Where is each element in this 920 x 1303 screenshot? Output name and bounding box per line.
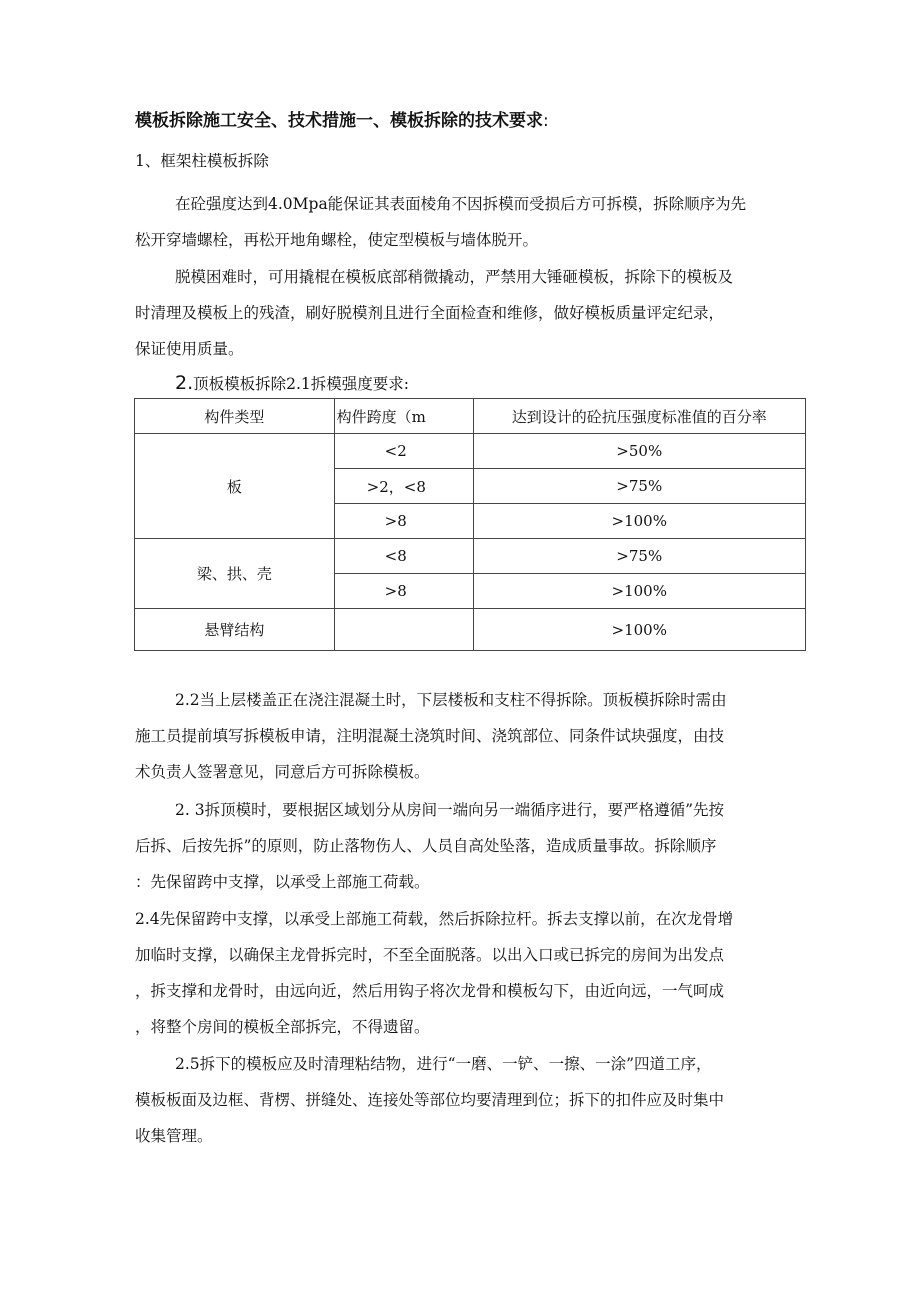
table-cell-percent: >75% xyxy=(473,469,805,504)
table-cell-type: 梁、拱、壳 xyxy=(135,539,335,609)
text-line: ，拆支撑和龙骨时，由远向近，然后用钩子将次龙骨和模板勾下，由近向远，一气呵成 xyxy=(135,982,725,1000)
text-line: 保证使用质量。 xyxy=(135,340,244,358)
paragraph-2-2 xyxy=(135,682,785,790)
document-title xyxy=(135,106,549,131)
paragraph-2-4 xyxy=(135,901,785,1045)
paragraph-2-5 xyxy=(135,1046,785,1154)
table-cell-type: 悬臂结构 xyxy=(135,609,335,651)
document-title-text: 模板拆除施工安全、技术措施一、模板拆除的技术要求 xyxy=(135,111,543,131)
text-line: 施工员提前填写拆模板申请，注明混凝土浇筑时间、浇筑部位、同条件试块强度，由技 xyxy=(135,727,725,745)
table-row xyxy=(135,434,806,469)
paragraph-2-3 xyxy=(135,792,785,900)
text-line: 在砼强度达到4.0Mpa能保证其表面棱角不因拆模而受损后方可拆模，拆除顺序为先 xyxy=(175,195,747,213)
section1-title: 1、框架柱模板拆除 xyxy=(135,152,269,170)
table-row xyxy=(135,609,806,651)
text-line: 时清理及模板上的残渣，刷好脱模剂且进行全面检查和维修，做好模板质量评定纪录， xyxy=(135,304,725,322)
table-cell-span: <2 xyxy=(334,434,473,469)
text-line: 2.2当上层楼盖正在浇注混凝土时，下层楼板和支柱不得拆除。顶板模拆除时需由 xyxy=(175,691,727,709)
document-title-colon: : xyxy=(543,111,549,131)
table-cell-span: >2，<8 xyxy=(334,469,473,504)
text-line: 2.5拆下的模板应及时清理粘结物，进行“一磨、一铲、一擦、一涂”四道工序， xyxy=(175,1055,712,1073)
table-cell-type: 板 xyxy=(135,434,335,539)
text-line: ：先保留跨中支撑，以承受上部施工荷载。 xyxy=(135,873,430,891)
table-cell-span xyxy=(334,609,473,651)
text-line: 2. 3拆顶模时，要根据区域划分从房间一端向另一端循序进行，要严格遵循”先按 xyxy=(175,801,725,819)
table-header: 构件跨度（m xyxy=(334,399,473,434)
section1-paragraph-1 xyxy=(135,186,785,258)
text-line: ，将整个房间的模板全部拆完，不得遗留。 xyxy=(135,1018,430,1036)
table-header: 达到设计的砼抗压强度标准值的百分率 xyxy=(473,399,805,434)
section1-paragraph-2 xyxy=(135,259,785,367)
table-row xyxy=(135,539,806,574)
table-cell-percent: >50% xyxy=(473,434,805,469)
text-line: 后拆、后按先拆”的原则，防止落物伤人、人员自高处坠落，造成质量事故。拆除顺序 xyxy=(135,837,717,855)
table-cell-span: <8 xyxy=(334,539,473,574)
table-cell-percent: >100% xyxy=(473,609,805,651)
section2-title-number: 2. xyxy=(175,372,194,394)
table-header: 构件类型 xyxy=(135,399,335,434)
text-line: 加临时支撑，以确保主龙骨拆完时，不至全面脱落。以出入口或已拆完的房间为出发点 xyxy=(135,946,725,964)
section2-title xyxy=(175,372,409,394)
table-cell-percent: >100% xyxy=(473,504,805,539)
text-line: 收集管理。 xyxy=(135,1127,213,1145)
table-header-row xyxy=(135,399,806,434)
table-cell-percent: >100% xyxy=(473,574,805,609)
table-cell-span: >8 xyxy=(334,574,473,609)
text-line: 模板板面及边框、背楞、拼缝处、连接处等部位均要清理到位；拆下的扣件应及时集中 xyxy=(135,1091,725,1109)
table-cell-percent: >75% xyxy=(473,539,805,574)
text-line: 松开穿墙螺栓，再松开地角螺栓，使定型模板与墙体脱开。 xyxy=(135,231,539,249)
text-line: 2.4先保留跨中支撑，以承受上部施工荷载，然后拆除拉杆。拆去支撑以前，在次龙骨增 xyxy=(135,910,734,928)
strength-requirements-table xyxy=(134,398,806,651)
text-line: 脱模困难时，可用撬棍在模板底部稍微撬动，严禁用大锤砸模板，拆除下的模板及 xyxy=(175,268,734,286)
section2-title-text: 顶板模板拆除2.1拆模强度要求: xyxy=(193,375,410,393)
text-line: 术负责人签署意见，同意后方可拆除模板。 xyxy=(135,763,430,781)
table-cell-span: >8 xyxy=(334,504,473,539)
